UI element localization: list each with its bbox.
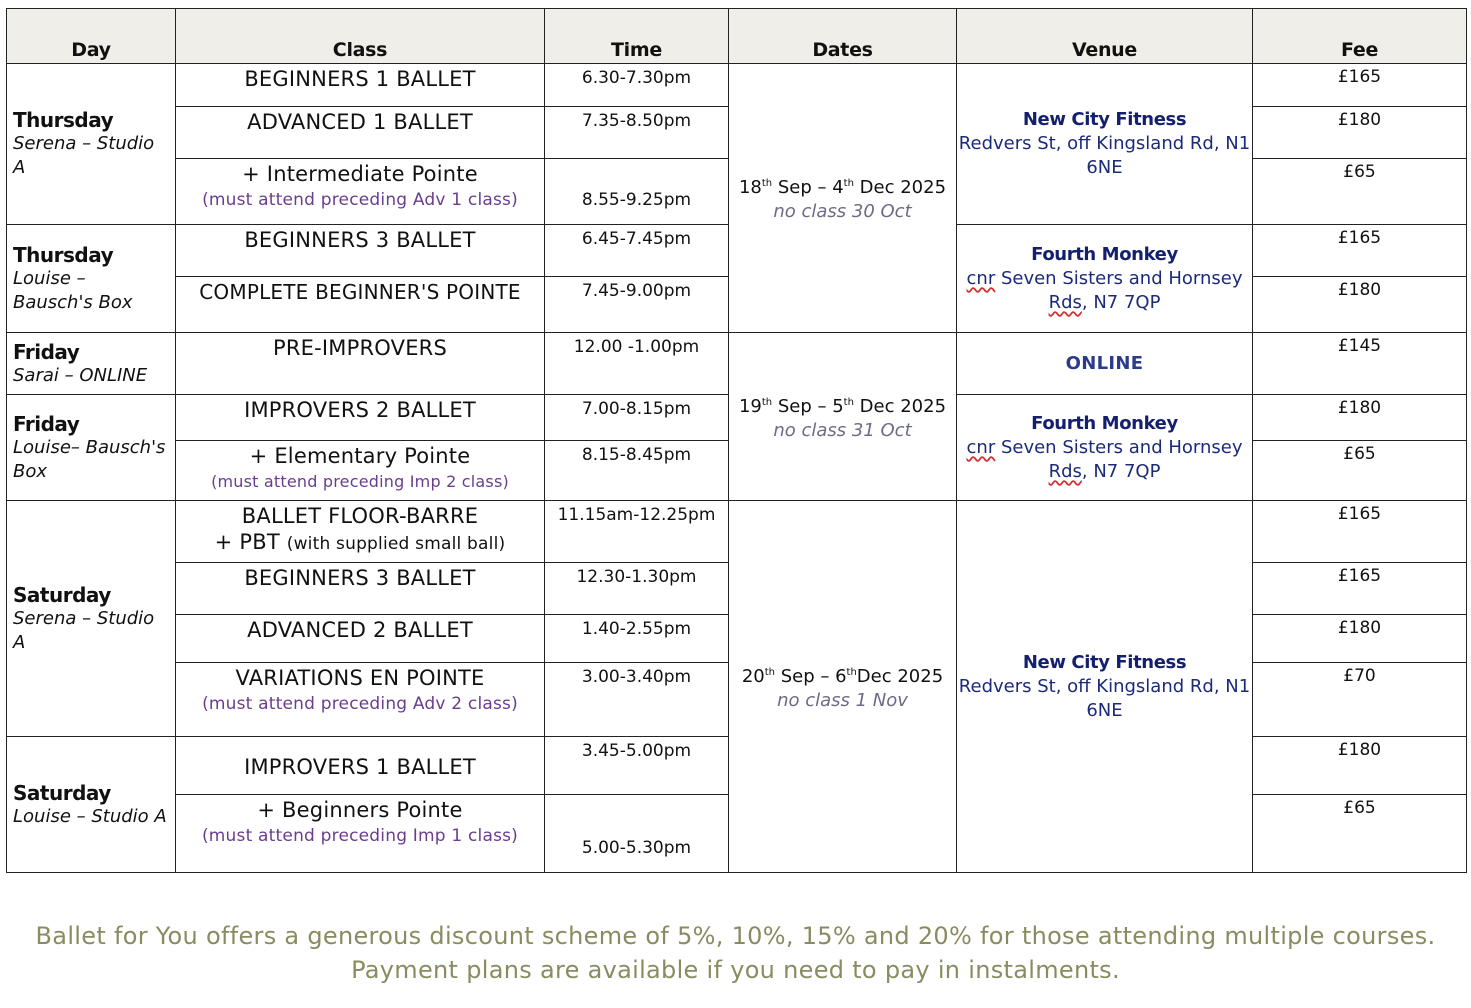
class-cell: [176, 225, 545, 277]
time-cell: 12.30-1.30pm: [545, 563, 729, 615]
venue-cell: [957, 64, 1253, 225]
class-cell: [176, 159, 545, 225]
class-note: (must attend preceding Imp 1 class): [201, 826, 519, 846]
teacher-studio: Serena – Studio A: [13, 133, 155, 178]
class-name: PRE-IMPROVERS: [273, 336, 447, 360]
time-cell: 1.40-2.55pm: [545, 615, 729, 663]
venue-address: Redvers St, off Kingsland Rd, N1: [958, 675, 1251, 697]
time-cell: 3.00-3.40pm: [545, 663, 729, 737]
class-name: IMPROVERS 1 BALLET: [244, 754, 476, 779]
teacher-studio: Serena – Studio A: [13, 607, 155, 653]
fee-cell: £180: [1253, 737, 1467, 795]
fee-cell: £165: [1253, 563, 1467, 615]
fee-cell: £70: [1253, 663, 1467, 737]
day-name: Thursday: [13, 108, 114, 132]
venue-cell: [957, 225, 1253, 333]
header-day: Day: [7, 9, 176, 64]
fee-cell: £65: [1253, 159, 1467, 225]
day-cell: [7, 737, 176, 873]
teacher-studio: Louise – Studio A: [13, 805, 167, 827]
day-cell: [7, 225, 176, 333]
header-dates: Dates: [729, 9, 957, 64]
class-name: COMPLETE BEGINNER'S POINTE: [199, 280, 521, 304]
class-cell: [176, 395, 545, 441]
class-name: + Beginners Pointe: [257, 798, 463, 822]
fee-cell: £180: [1253, 395, 1467, 441]
venue-name: Fourth Monkey: [1031, 243, 1178, 265]
day-cell: [7, 64, 176, 225]
time-cell: 6.45-7.45pm: [545, 225, 729, 277]
no-class-note: no class 31 Oct: [773, 419, 912, 441]
discount-note: Ballet for You offers a generous discount scheme of 5%, 10%, 15% and 20% for those attending multiple courses.: [35, 922, 1436, 950]
time-cell: 5.00-5.30pm: [545, 795, 729, 873]
class-cell: [176, 501, 545, 563]
class-cell: [176, 64, 545, 107]
schedule-table: [6, 8, 1467, 873]
dates-cell: [729, 333, 957, 501]
class-cell: [176, 277, 545, 333]
venue-cell: [957, 333, 1253, 395]
day-cell: [7, 333, 176, 395]
time-cell: 7.35-8.50pm: [545, 107, 729, 159]
class-name: BALLET FLOOR-BARRE: [241, 504, 479, 528]
table-row: [7, 333, 1467, 395]
venue-cell: [957, 501, 1253, 873]
date-range: 18th Sep – 4th Dec 2025: [738, 177, 947, 198]
class-name: + Intermediate Pointe: [242, 162, 478, 186]
class-cell: [176, 333, 545, 395]
class-name: IMPROVERS 2 BALLET: [244, 398, 476, 422]
class-cell: [176, 615, 545, 663]
header-venue: Venue: [957, 9, 1253, 64]
venue-address: cnr Seven Sisters and Hornsey: [966, 267, 1243, 289]
venue-postcode: 6NE: [1086, 699, 1123, 721]
class-cell: [176, 441, 545, 501]
day-name: Saturday: [13, 582, 111, 607]
class-name: + Elementary Pointe: [249, 444, 471, 468]
fee-cell: £65: [1253, 441, 1467, 501]
class-cell: [176, 663, 545, 737]
time-cell: 3.45-5.00pm: [545, 737, 729, 795]
teacher-studio: Louise– Bausch's Box: [13, 436, 166, 482]
day-name: Saturday: [13, 780, 111, 805]
venue-address: Redvers St, off Kingsland Rd, N1: [958, 133, 1251, 154]
date-range: 19th Sep – 5th Dec 2025: [738, 395, 947, 417]
fee-cell: £180: [1253, 277, 1467, 333]
fee-cell: £180: [1253, 107, 1467, 159]
day-cell: [7, 395, 176, 501]
venue-name: New City Fitness: [1022, 109, 1187, 130]
class-note: (with supplied small ball): [286, 534, 506, 554]
payment-plan-note: Payment plans are available if you need to pay in instalments.: [351, 956, 1120, 984]
class-name: ADVANCED 1 BALLET: [247, 110, 473, 134]
teacher-studio: Louise – Bausch's Box: [13, 267, 133, 313]
fee-cell: £180: [1253, 615, 1467, 663]
time-cell: 7.45-9.00pm: [545, 277, 729, 333]
header-row: [7, 9, 1467, 64]
venue-postcode: Rds, N7 7QP: [1048, 460, 1161, 482]
class-cell: [176, 563, 545, 615]
class-name: ADVANCED 2 BALLET: [247, 618, 473, 642]
no-class-note: no class 30 Oct: [773, 201, 912, 222]
fee-cell: £65: [1253, 795, 1467, 873]
class-name: BEGINNERS 1 BALLET: [244, 67, 476, 91]
time-cell: 6.30-7.30pm: [545, 64, 729, 107]
venue-name: New City Fitness: [1022, 651, 1187, 673]
class-name: BEGINNERS 3 BALLET: [244, 566, 476, 590]
class-name: VARIATIONS EN POINTE: [235, 666, 485, 690]
venue-postcode: 6NE: [1086, 157, 1123, 178]
date-range: 20th Sep – 6thDec 2025: [741, 665, 944, 687]
fee-cell: £165: [1253, 225, 1467, 277]
day-name: Thursday: [13, 242, 114, 267]
class-cell: [176, 737, 545, 795]
header-class: Class: [176, 9, 545, 64]
time-cell: 8.15-8.45pm: [545, 441, 729, 501]
day-name: Friday: [13, 339, 80, 364]
dates-cell: [729, 64, 957, 333]
class-note: (must attend preceding Adv 1 class): [202, 190, 518, 210]
venue-cell: [957, 395, 1253, 501]
fee-cell: £145: [1253, 333, 1467, 395]
class-name: BEGINNERS 3 BALLET: [244, 228, 476, 252]
table-row: [7, 501, 1467, 563]
header-time: Time: [545, 9, 729, 64]
class-note: (must attend preceding Imp 2 class): [211, 472, 509, 491]
table-row: [7, 64, 1467, 107]
time-cell: 12.00 -1.00pm: [545, 333, 729, 395]
time-cell: 7.00-8.15pm: [545, 395, 729, 441]
class-name-2: + PBT: [214, 530, 280, 554]
teacher-studio: Sarai – ONLINE: [13, 364, 148, 386]
class-cell: [176, 107, 545, 159]
fee-cell: £165: [1253, 501, 1467, 563]
venue-online: ONLINE: [1065, 352, 1144, 374]
time-cell: 8.55-9.25pm: [545, 159, 729, 225]
venue-address: cnr Seven Sisters and Hornsey: [966, 436, 1243, 458]
day-cell: [7, 501, 176, 737]
class-note: (must attend preceding Adv 2 class): [202, 694, 518, 714]
fee-cell: £165: [1253, 64, 1467, 107]
dates-cell: [729, 501, 957, 873]
day-name: Friday: [13, 411, 80, 436]
venue-postcode: Rds, N7 7QP: [1048, 291, 1161, 313]
time-cell: 11.15am-12.25pm: [545, 501, 729, 563]
header-fee: Fee: [1253, 9, 1467, 64]
no-class-note: no class 1 Nov: [777, 689, 908, 711]
venue-name: Fourth Monkey: [1031, 412, 1178, 434]
class-cell: [176, 795, 545, 873]
